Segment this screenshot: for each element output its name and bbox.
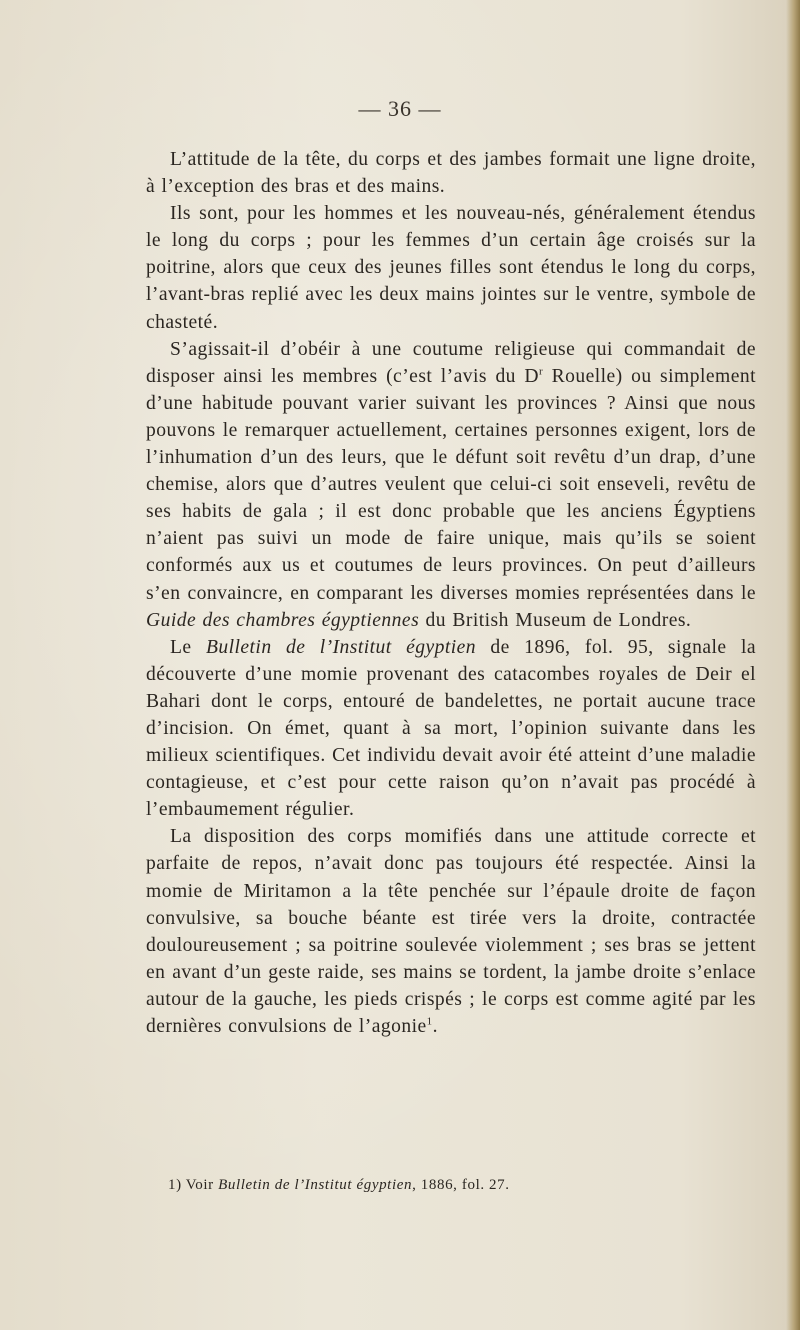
guide-title-italic: Guide des chambres égyptiennes — [146, 609, 420, 631]
bulletin-title-italic: Bulletin de l’Institut égyptien — [205, 636, 477, 658]
paragraph-4-part-2: de 1896, fol. 95, signale la découverte d’une momie provenant des catacombes royales de Deir el Bahari dont le corps, entouré de bandelettes, ne portait aucune trace d’incision. On émet, quant à sa mort, l’opinion suivante dans les milieux scientifiques. Cet individu devait avoir été atteint d’une maladie contagieuse, et c’est pour cette raison qu’on n’avait pas procédé à l’embaumement régulier. — [146, 636, 756, 821]
paragraph-4-part-1: Le — [170, 636, 206, 658]
paragraph-3-part-3: du British Museum de Londres. — [419, 609, 692, 631]
paragraph-4 — [146, 634, 756, 824]
paragraph-1: L’attitude de la tête, du corps et des jambes formait une ligne droite, à l’exception des bras et des mains. — [146, 149, 756, 198]
footnote-reference: 1 — [426, 1015, 433, 1028]
paragraph-3-part-1: S’agissait-il d’obéir à une coutume religieuse qui commandait de disposer ainsi les membres (c’est l’avis du D — [146, 338, 756, 387]
page-number: — 36 — — [358, 96, 442, 121]
body-text — [146, 146, 756, 1040]
paragraph-5-part-1: La disposition des corps momifiés dans une attitude correcte et parfaite de repos, n’avait donc pas toujours été respectée. Ainsi la momie de Miritamon a la tête penchée sur l’épaule droite de façon convulsive, sa bouche béante est tirée vers la droite, contractée douloureusement ; sa poitrine soulevée violemment ; ses bras se jettent en avant d’un geste raide, ses mains se tordent, la jambe droite s’enlace autour de la gauche, les pieds crispés ; le corps est comme agité par les dernières convulsions de l’agonie — [146, 826, 756, 1037]
paragraph-2: Ils sont, pour les hommes et les nouveau-nés, généralement étendus le long du corps ; pour les femmes d’un certain âge croisés sur la poitrine, alors que ceux des jeunes filles sont étendus le long du corps, l’avant-bras replié avec les deux mains jointes sur le ventre, symbole de chasteté. — [146, 203, 756, 333]
paragraph-5 — [146, 823, 756, 1040]
footnote-marker: 1) — [168, 1177, 182, 1193]
footnote-suffix: , 1886, fol. 27. — [412, 1177, 510, 1193]
paragraph-5-part-2: . — [432, 1016, 438, 1037]
footnote — [168, 1177, 748, 1194]
doctor-abbrev-superscript: r — [539, 365, 544, 378]
footnote-prefix: Voir — [181, 1177, 219, 1193]
footnote-title-italic: Bulletin de l’Institut égyptien — [218, 1177, 413, 1193]
paragraph-3-part-2: Rouelle) ou simplement d’une habitude pouvant varier suivant les provinces ? Ainsi que nous pouvons le remarquer actuellement, certaines personnes exigent, lors de l’inhumation d’un des leurs, que le défunt soit revêtu d’un drap, d’une chemise, alors que d’autres veulent que celui-ci soit enseveli, revêtu de ses habits de gala ; il est donc probable que les anciens Égyptiens n’aient pas suivi un mode de faire unique, mais qu’ils se soient conformés aux us et coutumes de leurs provinces. On peut d’ailleurs s’en convaincre, en comparant les diverses momies représentées dans le — [146, 365, 756, 604]
paragraph-3 — [146, 336, 756, 634]
page-edge-shadow — [786, 0, 800, 1330]
